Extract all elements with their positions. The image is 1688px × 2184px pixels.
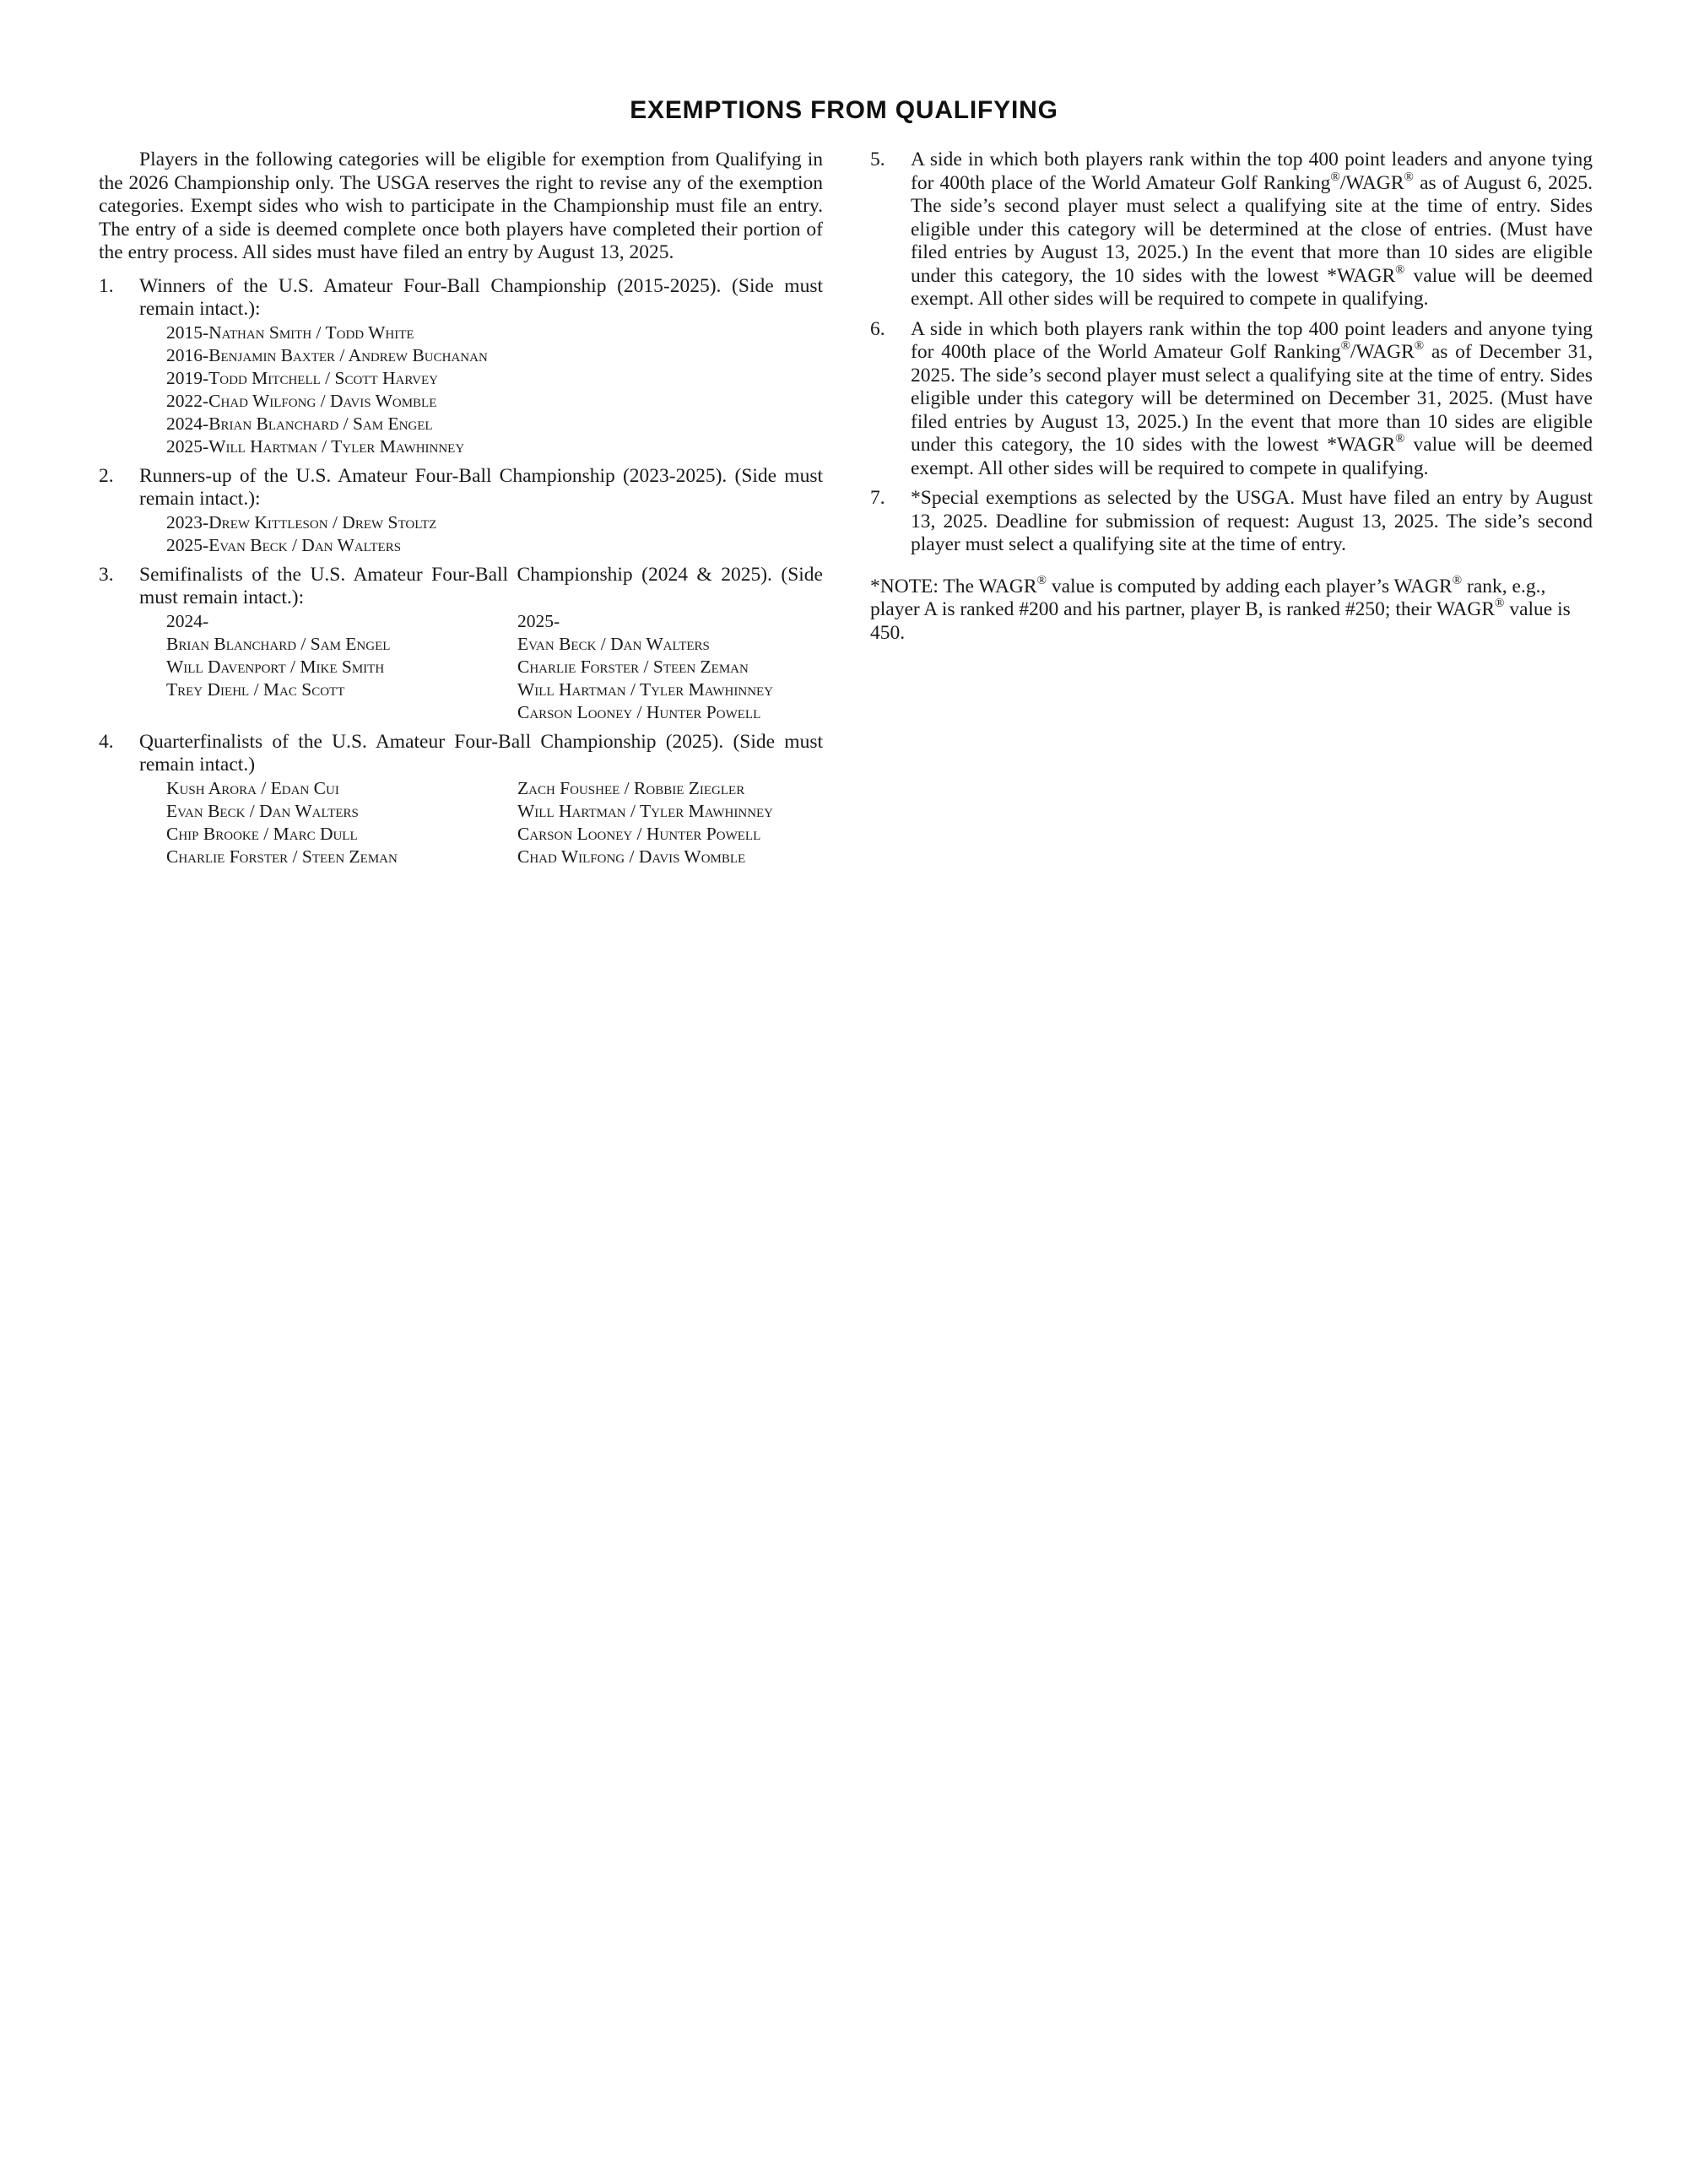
item-text: Runners-up of the U.S. Amateur Four-Ball Championship (2023-2025). (Side must remain intact.): [139, 464, 823, 510]
list-item: Kush Arora / Edan Cui [166, 777, 339, 798]
item-number: 2. [99, 464, 114, 487]
left-column [99, 149, 823, 875]
quarterfinalists-list [166, 777, 823, 868]
registered-mark: ® [1395, 432, 1405, 446]
registered-mark: ® [1414, 339, 1425, 353]
runners-up-list [166, 511, 823, 557]
list-item: Carson Looney / Hunter Powell [517, 823, 761, 844]
list-item: Will Hartman / Tyler Mawhinney [517, 678, 774, 700]
list-item: 2015-Nathan Smith / Todd White [166, 322, 414, 343]
list-item: Trey Diehl / Mac Scott [166, 678, 345, 700]
list-item: Evan Beck / Dan Walters [517, 633, 710, 654]
list-item: 2025-Will Hartman / Tyler Mawhinney [166, 435, 465, 457]
list-item: Charlie Forster / Steen Zeman [517, 656, 749, 677]
right-column [870, 149, 1593, 645]
registered-mark: ® [1395, 262, 1405, 277]
list-item: Charlie Forster / Steen Zeman [166, 846, 398, 867]
list-item: 2025- [517, 610, 560, 631]
wagr-note: *NOTE: The WAGR® value is computed by adding each player’s WAGR® rank, e.g., player A is ranked #200 and his partner, player B, is ranked #250; their WAGR® value is 450. [870, 573, 1571, 644]
item-text: A side in which both players rank within the top 400 point leaders and anyone tying for 400th place of the World Amateur Golf Ranking®/WAGR® as of August 6, 2025. The side’s second player must select a qualifying site at the time of entry. Sides eligible under this category will be determined at the close of entries. (Must have filed entries by August 13, 2025.) In the event that more than 10 sides are eligible under this category, the 10 sides with the lowest *WAGR® value will be deemed exempt. All other sides will be required to compete in qualifying. [911, 149, 1593, 310]
list-item: 2024-Brian Blanchard / Sam Engel [166, 413, 433, 434]
list-item: Zach Foushee / Robbie Ziegler [517, 777, 745, 798]
registered-mark: ® [1330, 170, 1340, 184]
item-text: Winners of the U.S. Amateur Four-Ball Championship (2015-2025). (Side must remain intact.): [139, 274, 823, 320]
item-number: 7. [870, 487, 885, 509]
list-item: Brian Blanchard / Sam Engel [166, 633, 391, 654]
registered-mark: ® [1340, 339, 1351, 353]
registered-mark: ® [1452, 573, 1463, 587]
names-column-2024 [166, 610, 517, 724]
item-text: *Special exemptions as selected by the USGA. Must have filed an entry by August 13, 2025. Deadline for submission of request: August 13, 2025. The side’s second player must select a qualifying site at the time of entry. [911, 487, 1593, 555]
list-item: Evan Beck / Dan Walters [166, 800, 359, 821]
item-number: 6. [870, 317, 885, 340]
list-item: Will Hartman / Tyler Mawhinney [517, 800, 774, 821]
item-text: Semifinalists of the U.S. Amateur Four-Ball Championship (2024 & 2025). (Side must remain intact.): [139, 563, 823, 608]
exemption-item-7 [870, 487, 1593, 557]
list-item: 2016-Benjamin Baxter / Andrew Buchanan [166, 344, 488, 365]
exemption-item-2 [99, 465, 823, 557]
winners-list [166, 322, 823, 458]
item-number: 4. [99, 730, 114, 753]
list-item: Will Davenport / Mike Smith [166, 656, 385, 677]
item-number: 1. [99, 274, 114, 297]
list-item: Chad Wilfong / Davis Womble [517, 846, 746, 867]
exemption-item-6 [870, 318, 1593, 481]
registered-mark: ® [1495, 597, 1505, 610]
item-text: Quarterfinalists of the U.S. Amateur Four-Ball Championship (2025). (Side must remain intact.) [139, 730, 823, 776]
list-item: 2023-Drew Kittleson / Drew Stoltz [166, 511, 437, 532]
list-item: Carson Looney / Hunter Powell [517, 701, 761, 722]
semifinalists-list [166, 610, 823, 724]
list-item: 2024- [166, 610, 209, 631]
exemption-item-5 [870, 149, 1593, 311]
exemption-item-3 [99, 564, 823, 724]
list-item: 2025-Evan Beck / Dan Walters [166, 534, 402, 555]
item-number: 5. [870, 149, 885, 170]
names-column-right [517, 777, 823, 868]
registered-mark: ® [1036, 573, 1047, 587]
item-number: 3. [99, 563, 114, 586]
exemption-item-1 [99, 275, 823, 458]
list-item: 2022-Chad Wilfong / Davis Womble [166, 390, 437, 411]
list-item: Chip Brooke / Marc Dull [166, 823, 358, 844]
list-item: 2019-Todd Mitchell / Scott Harvey [166, 367, 438, 388]
exemption-item-4 [99, 731, 823, 868]
registered-mark: ® [1404, 170, 1414, 184]
item-text: A side in which both players rank within the top 400 point leaders and anyone tying for 400th place of the World Amateur Golf Ranking®/WAGR® as of December 31, 2025. The side’s second player must select a qualifying site at the time of entry. Sides eligible under this category will be determined on December 31, 2025. (Must have filed entries by August 13, 2025.) In the event that more than 10 sides are eligible under this category, the 10 sides with the lowest *WAGR® value will be deemed exempt. All other sides will be required to compete in qualifying. [911, 317, 1593, 479]
names-column-left [166, 777, 517, 868]
intro-paragraph: Players in the following categories will be eligible for exemption from Qualifying in the 2026 Championship only. The USGA reserves the right to revise any of the exemption categories. Exempt sides who wish to participate in the Championship must file an entry. The entry of a side is deemed complete once both players have completed their portion of the entry process. All sides must have filed an entry by August 13, 2025. [99, 149, 823, 263]
names-column-2025 [517, 610, 823, 724]
page-title: EXEMPTIONS FROM QUALIFYING [630, 96, 1058, 124]
